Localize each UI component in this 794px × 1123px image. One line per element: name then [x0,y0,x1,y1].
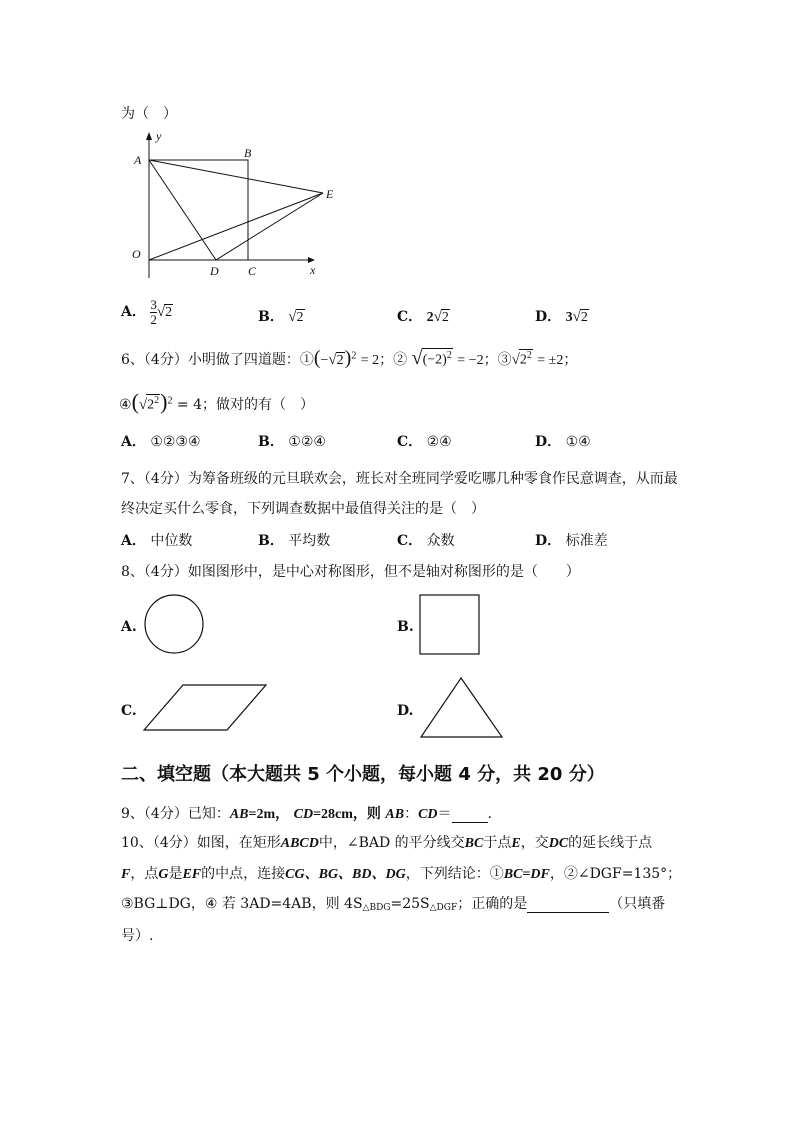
q5-option-a: A． $\frac{3}{2}$ √2 [121,297,173,327]
q5-option-c: C． 2√2 [397,309,449,325]
q8-option-c-parallelogram [143,683,269,733]
q5-option-b: B． √2 [258,309,304,325]
q6-option-b: B． ①②④ [258,434,326,450]
q7-stem-line1: 7、（4分）为筹备班级的元旦联欢会，班长对全班同学爱吃哪几种零食作民意调查，从而最 [121,471,678,487]
q6-option-c: C． ②④ [397,434,452,450]
q9-stem: 9、（4分）已知：AB=2m， CD=28cm，则 AB：CD＝ . [121,806,492,822]
q8-option-b-square [419,594,481,656]
q5-option-d: D． 3√2 [535,309,588,325]
fig-label-x: x [310,263,316,277]
q6-stem-line2: $④(√2^2)^2 = 4$；做对的有（ ） [119,389,314,414]
q7-stem-line2: 终决定买什么零食，下列调查数据中最值得关注的是（ ） [121,501,485,517]
fig-label-C: C [248,264,257,278]
fig-label-D: D [210,264,219,278]
q10-answer-blank[interactable] [527,898,609,913]
fig-label-E: E [326,187,334,201]
fig-label-B: B [244,146,252,160]
q5-figure [118,128,348,288]
q8-stem: 8、（4分）如图图形中，是中心对称图形，但不是轴对称图形的是（ ） [121,564,580,580]
fig-label-A: A [134,153,142,167]
q7-option-c: C． 众数 [397,533,455,549]
q8-option-d-label: D. [397,703,414,719]
q8-option-a-label: A. [121,619,137,635]
q6-option-d: D． ①④ [535,434,591,450]
q8-option-c-label: C. [121,703,137,719]
fig-label-O: O [132,247,141,261]
q9-answer-blank[interactable] [452,808,488,823]
q7-option-a: A． 中位数 [121,533,193,549]
q8-option-d-triangle [420,676,504,740]
q8-option-a-circle [143,594,207,658]
fig-label-y: y [156,129,162,143]
q10-stem-line3: ③BG⊥DG，④ 若 3AD=4AB，则 $4S_{\triangle BDG}=25S_{\triangle DGF}$；正确的是 （只填番 [121,896,666,913]
q7-option-d: D． 标准差 [535,533,608,549]
q6-stem-line1: 6、（4分）小明做了四道题：$①(-√2)^2 = 2$；② $√(-2)^2 = -2$；$③√2^2 = \pm 2$； [121,347,578,369]
q10-stem-line2: F，点G是EF的中点，连接CG、BG、BD、DG，下列结论：①BC=DF，②∠DGF=135°； [121,866,682,882]
q6-option-a: A． ①②③④ [121,434,201,450]
q8-option-b-label: B. [397,619,414,635]
q5-stem-tail: 为（ ） [121,106,177,122]
q7-option-b: B． 平均数 [258,533,331,549]
q10-stem-line4: 号）. [121,928,154,944]
q10-stem-line1: 10、（4分）如图，在矩形ABCD中，∠BAD 的平分线交BC于点E，交DC的延长线于点 [121,835,653,851]
section-fill-in-title: 二、填空题（本大题共 5 个小题，每小题 4 分，共 20 分） [121,764,605,785]
